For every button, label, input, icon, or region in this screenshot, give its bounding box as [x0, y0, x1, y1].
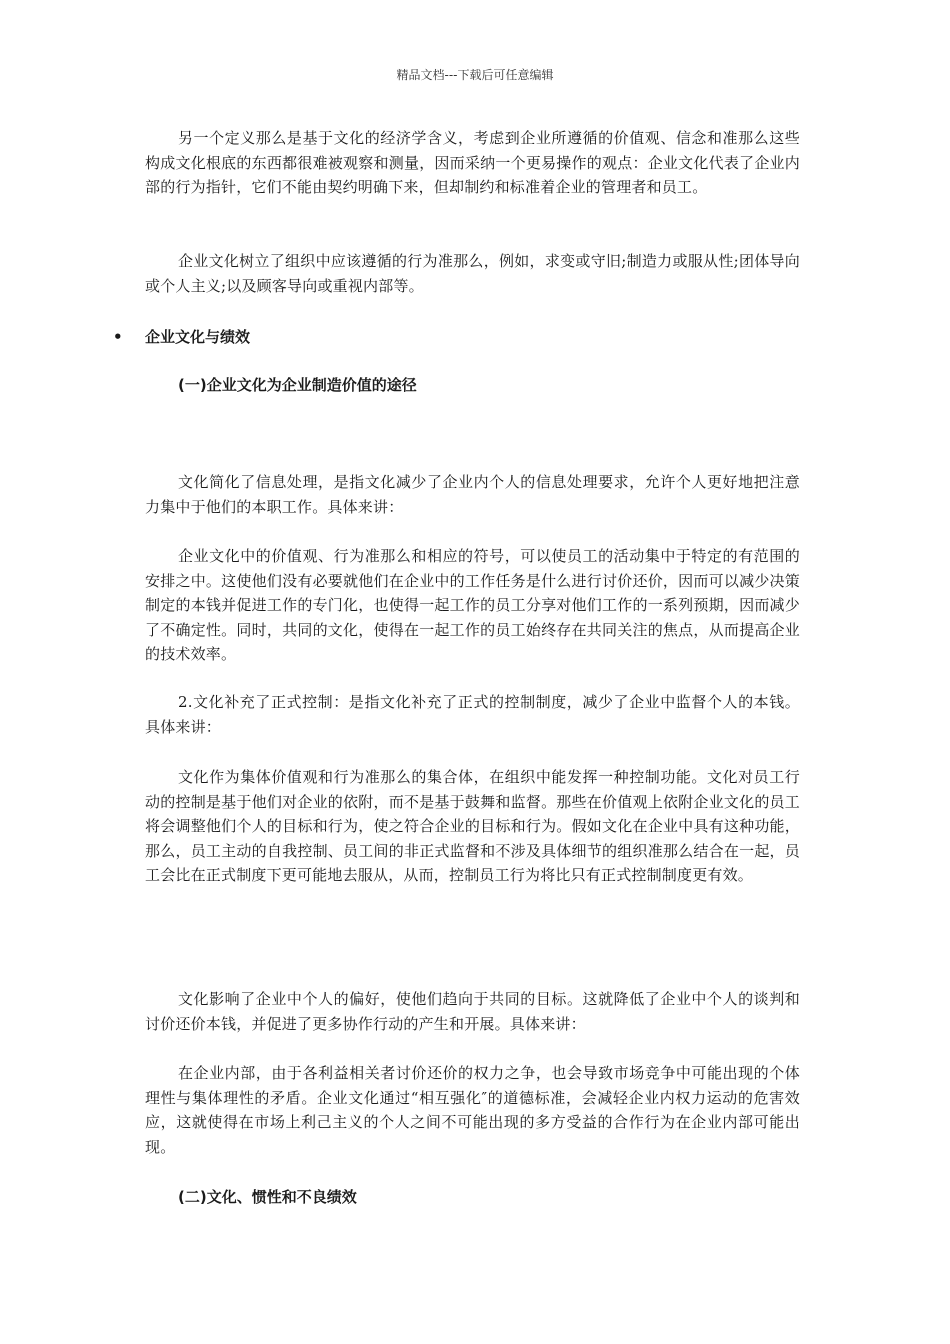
section-heading-inertia: (二)文化、惯性和不良绩效	[178, 1188, 357, 1206]
bullet-item-label: 企业文化与绩效	[145, 328, 251, 346]
paragraph-internal-bargaining: 在企业内部，由于各利益相关者讨价还价的权力之争，也会导致市场竞争中可能出现的个体理性与集体理性的矛盾。企业文化通过“相互强化″的道德标准，会减轻企业内权力运动的危害效应，这就使得在市场上利己主义的个人之间不可能出现的多方受益的合作行为在企业内部可能出现。	[145, 1064, 800, 1156]
page-header: 精品文档---下载后可任意编辑	[396, 68, 554, 82]
section-heading-value-creation: (一)企业文化为企业制造价值的途径	[178, 376, 417, 394]
paragraph-information-processing: 文化简化了信息处理，是指文化减少了企业内个人的信息处理要求，允许个人更好地把注意力集中于他们的本职工作。具体来讲：	[145, 473, 800, 516]
paragraph-control-function: 文化作为集体价值观和行为准那么的集合体，在组织中能发挥一种控制功能。文化对员工行动的控制是基于他们对企业的依附，而不是基于鼓舞和监督。那些在价值观上依附企业文化的员工将会调整他们个人的目标和行为，使之符合企业的目标和行为。假如文化在企业中具有这种功能，那么，员工主动的自我控制、员工间的非正式监督和不涉及具体细节的组织准那么结合在一起，员工会比在正式制度下更可能地去服从，从而，控制员工行为将比只有正式控制制度更有效。	[145, 768, 800, 884]
paragraph-preferences: 文化影响了企业中个人的偏好，使他们趋向于共同的目标。这就降低了企业中个人的谈判和讨价还价本钱，并促进了更多协作行动的产生和开展。具体来讲：	[145, 990, 800, 1033]
paragraph-formal-control: 2.文化补充了正式控制：是指文化补充了正式的控制制度，减少了企业中监督个人的本钱。具体来讲：	[145, 693, 800, 736]
bullet-item-culture-performance	[113, 326, 250, 347]
paragraph-values-focus: 企业文化中的价值观、行为准那么和相应的符号，可以使员工的活动集中于特定的有范围的安排之中。这使他们没有必要就他们在企业中的工作任务是什么进行讨价还价，因而可以减少决策制定的本钱并促进工作的专门化，也使得一起工作的员工分享对他们工作的一系列预期，因而减少了不确定性。同时，共同的文化，使得在一起工作的员工始终存在共同关注的焦点，从而提高企业的技术效率。	[145, 547, 800, 663]
paragraph-behavior-norms: 企业文化树立了组织中应该遵循的行为准那么，例如，求变或守旧;制造力或服从性;团体导向或个人主义;以及顾客导向或重视内部等。	[145, 252, 800, 295]
paragraph-definition: 另一个定义那么是基于文化的经济学含义，考虑到企业所遵循的价值观、信念和准那么这些构成文化根底的东西都很难被观察和测量，因而采纳一个更易操作的观点：企业文化代表了企业内部的行为指针，它们不能由契约明确下来，但却制约和标准着企业的管理者和员工。	[145, 129, 800, 196]
bullet-icon: •	[113, 328, 123, 346]
